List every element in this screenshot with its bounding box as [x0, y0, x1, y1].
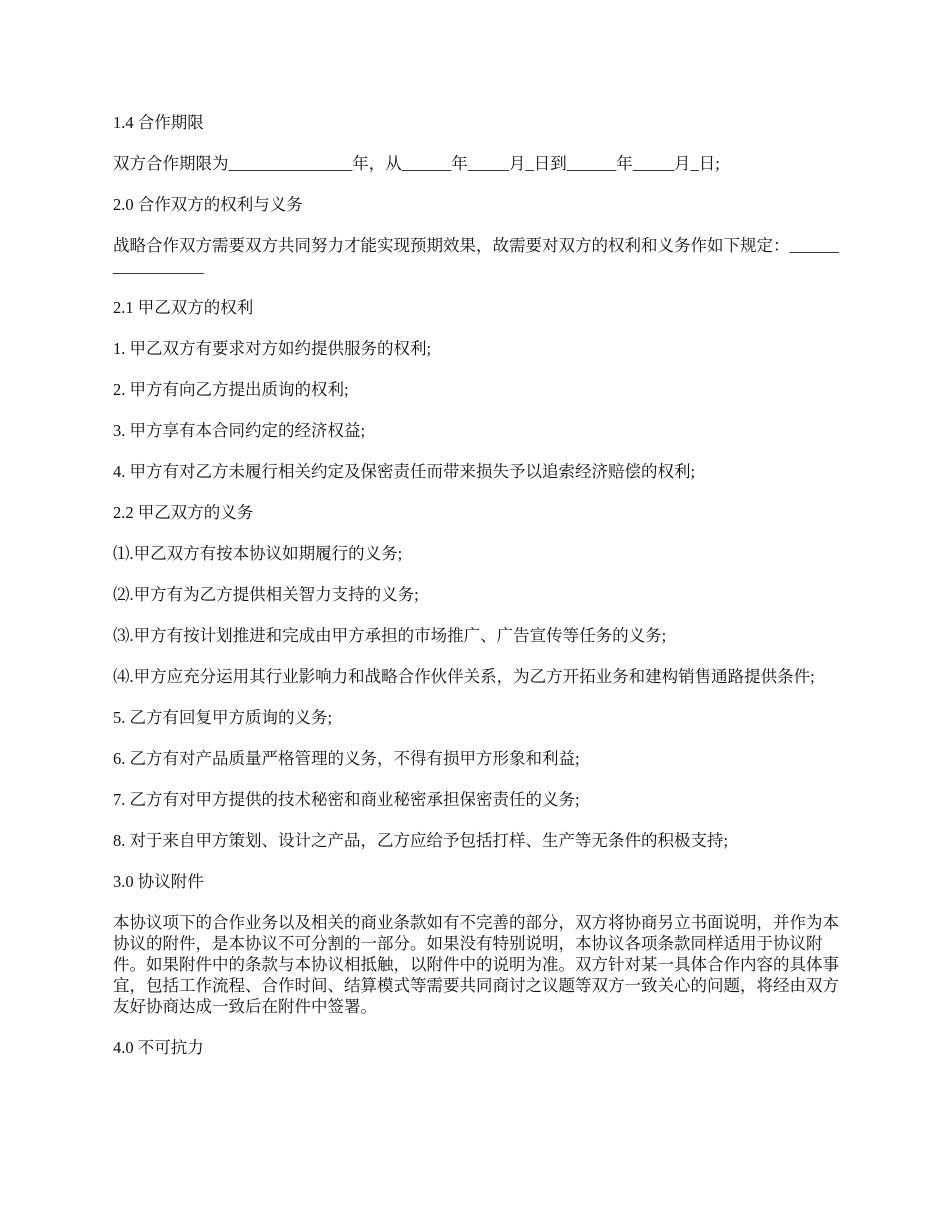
obligations-item-2: ⑵.甲方有为乙方提供相关智力支持的义务; — [113, 585, 419, 604]
obligations-item-3: ⑶.甲方有按计划推进和完成由甲方承担的市场推广、广告宣传等任务的义务; — [113, 626, 667, 645]
document-body — [113, 112, 843, 1078]
obligations-item-8: 8. 对于来自甲方策划、设计之产品，乙方应给予包括打样、生产等无条件的积极支持; — [113, 831, 729, 850]
heading-attachments: 3.0 协议附件 — [113, 872, 204, 891]
heading-rights-obligations: 2.0 合作双方的权利与义务 — [113, 195, 303, 214]
rights-item-3: 3. 甲方享有本合同约定的经济权益; — [113, 421, 366, 440]
heading-obligations: 2.2 甲乙双方的义务 — [113, 503, 254, 522]
cooperation-term-blank-line: 双方合作期限为_______________年，从______年_____月_日到______年_____月_日; — [113, 154, 720, 173]
obligations-item-4: ⑷.甲方应充分运用其行业影响力和战略合作伙伴关系，为乙方开拓业务和建构销售通路提供条件; — [113, 667, 815, 686]
heading-cooperation-term: 1.4 合作期限 — [113, 113, 204, 132]
rights-item-4: 4. 甲方有对乙方未履行相关约定及保密责任而带来损失予以追索经济赔偿的权利; — [113, 462, 696, 481]
obligations-item-5: 5. 乙方有回复甲方质询的义务; — [113, 708, 333, 727]
rights-item-2: 2. 甲方有向乙方提出质询的权利; — [113, 380, 349, 399]
obligations-item-1: ⑴.甲乙双方有按本协议如期履行的义务; — [113, 544, 403, 563]
attachments-body: 本协议项下的合作业务以及相关的商业条款如有不完善的部分，双方将协商另立书面说明，并作为本协议的附件，是本协议不可分割的一部分。如果没有特别说明，本协议各项条款同样适用于协议附件。如果附件中的条款与本协议相抵触，以附件中的说明为准。双方针对某一具体合作内容的具体事宜，包括工作流程、合作时间、结算模式等需要共同商讨之议题等双方一致关心的问题，将经由双方友好协商达成一致后在附件中签署。 — [113, 913, 839, 1016]
heading-rights: 2.1 甲乙双方的权利 — [113, 298, 254, 317]
rights-item-1: 1. 甲乙双方有要求对方如约提供服务的权利; — [113, 339, 432, 358]
obligations-item-7: 7. 乙方有对甲方提供的技术秘密和商业秘密承担保密责任的义务; — [113, 790, 580, 809]
obligations-item-6: 6. 乙方有对产品质量严格管理的义务，不得有损甲方形象和利益; — [113, 749, 580, 768]
rights-obligations-intro: 战略合作双方需要双方共同努力才能实现预期效果，故需要对双方的权利和义务作如下规定：_________________ — [113, 236, 839, 276]
heading-force-majeure: 4.0 不可抗力 — [113, 1038, 204, 1057]
